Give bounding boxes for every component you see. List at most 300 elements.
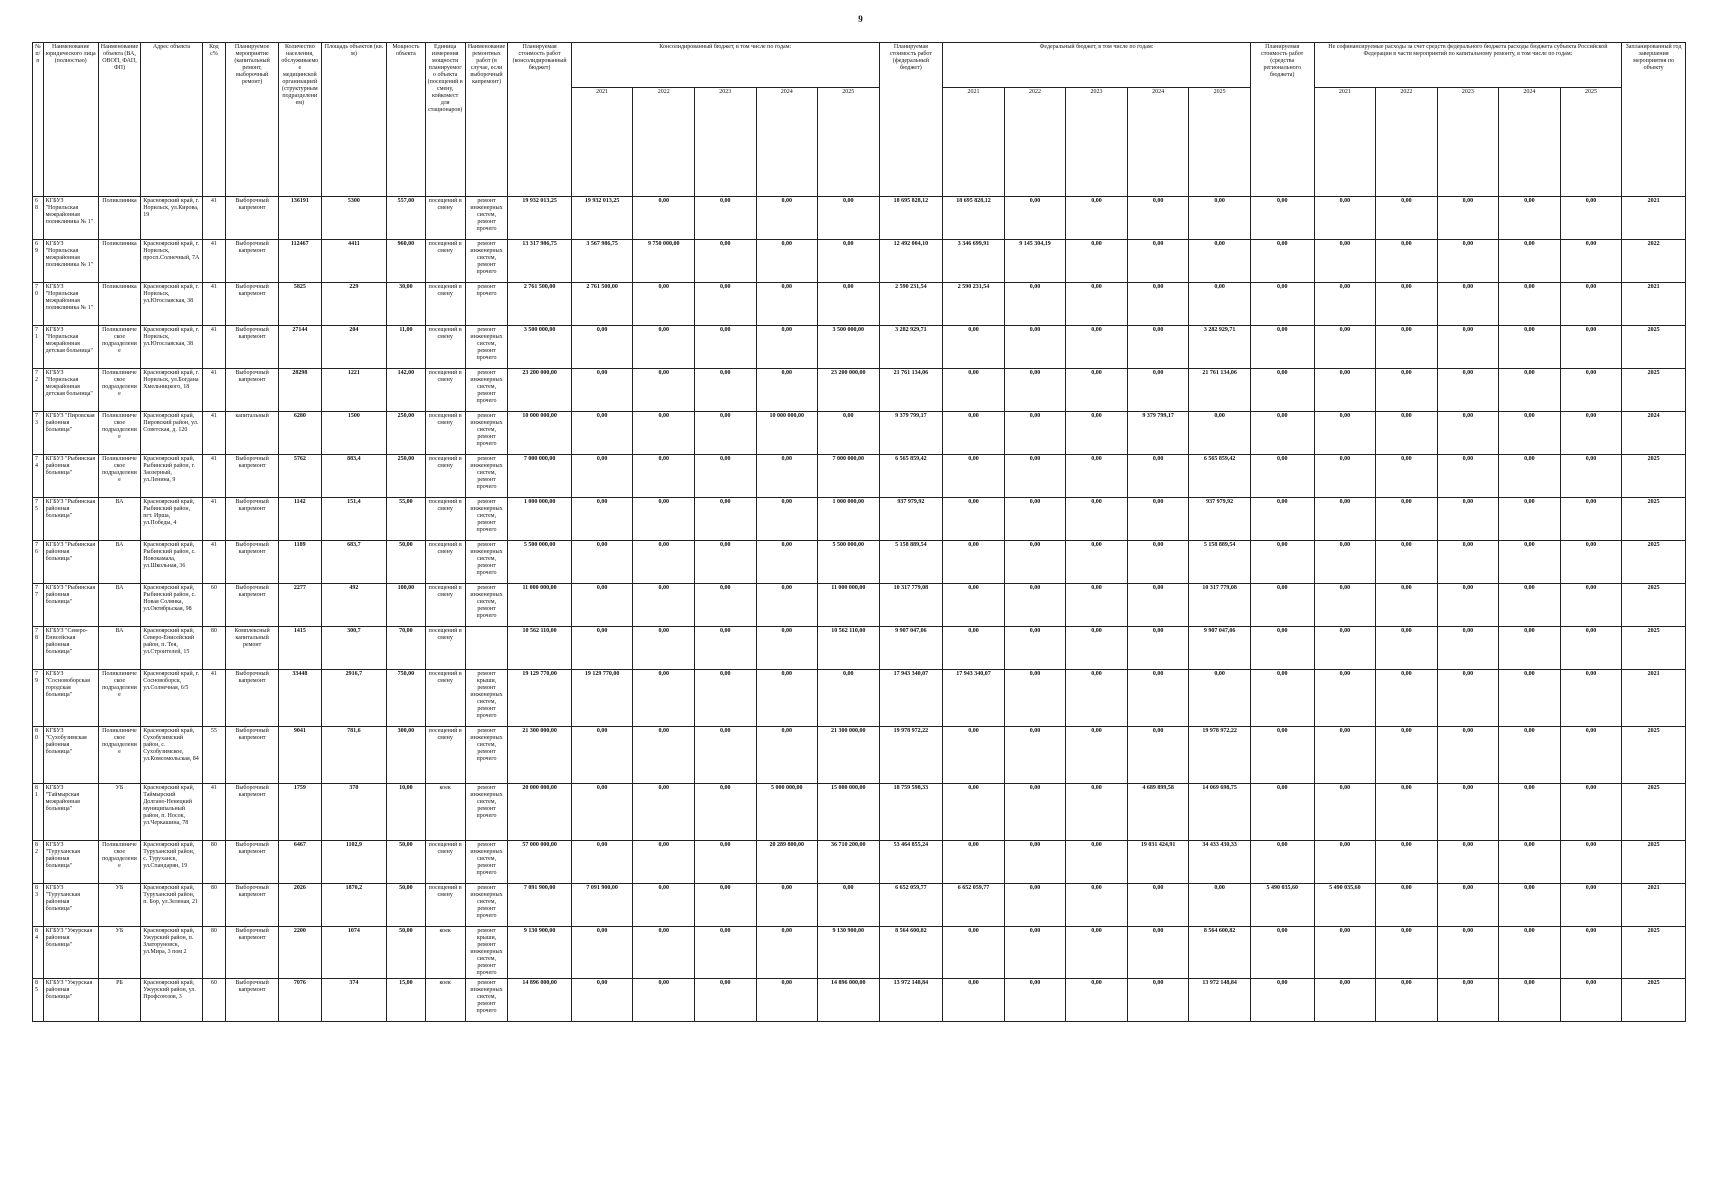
cell-federal-year: 0,00 bbox=[1189, 670, 1251, 727]
cell-type: ВА bbox=[98, 627, 140, 670]
cell-non-cofinanced-year: 0,00 bbox=[1499, 455, 1561, 498]
cell-non-cofinanced-year: 0,00 bbox=[1437, 240, 1499, 283]
table-row bbox=[33, 369, 1686, 412]
cell-consolidated-year: 0,00 bbox=[756, 884, 818, 927]
cell-address: Красноярский край, Ужурский район, ул. Профсоюзов, 3 bbox=[141, 979, 203, 1022]
cell-federal-year: 0,00 bbox=[1066, 197, 1128, 240]
cell-federal-year: 0,00 bbox=[943, 412, 1005, 455]
cell-consolidated-year: 0,00 bbox=[694, 455, 756, 498]
cell-type: Поликлиническое подразделение bbox=[98, 369, 140, 412]
cell-non-cofinanced-year: 0,00 bbox=[1499, 369, 1561, 412]
cell-consolidated-year: 0,00 bbox=[694, 326, 756, 369]
cell-consolidated-year: 0,00 bbox=[633, 927, 695, 979]
cell-event: Выборочный капремонт bbox=[226, 369, 279, 412]
cell-consolidated-year: 0,00 bbox=[571, 927, 633, 979]
cell-planned-cost: 7 091 900,00 bbox=[508, 884, 572, 927]
cell-federal-year: 0,00 bbox=[1189, 197, 1251, 240]
cell-federal-year: 0,00 bbox=[1127, 541, 1189, 584]
cell-type: Поликлиника bbox=[98, 240, 140, 283]
cell-federal-year: 0,00 bbox=[1127, 369, 1189, 412]
cell-federal-year: 0,00 bbox=[943, 727, 1005, 784]
cell-event: Выборочный капремонт bbox=[226, 326, 279, 369]
cell-completion-year: 2025 bbox=[1622, 627, 1686, 670]
cell-non-cofinanced-year: 0,00 bbox=[1499, 498, 1561, 541]
header-year: 2022 bbox=[1376, 88, 1438, 197]
cell-non-cofinanced-year: 0,00 bbox=[1376, 240, 1438, 283]
cell-unit: посещений в смену bbox=[425, 727, 465, 784]
cell-event: Выборочный капремонт bbox=[226, 584, 279, 627]
cell-non-cofinanced-year: 0,00 bbox=[1560, 979, 1622, 1022]
cell-event: Выборочный капремонт bbox=[226, 727, 279, 784]
header-address: Адрес объекта bbox=[141, 43, 203, 197]
cell-org: КГБУЗ "Рыбинская районная больница" bbox=[43, 541, 98, 584]
cell-unit: посещений в смену bbox=[425, 498, 465, 541]
cell-federal-year: 6 565 859,42 bbox=[1189, 455, 1251, 498]
cell-num: 76 bbox=[33, 541, 44, 584]
cell-non-cofinanced-year: 0,00 bbox=[1437, 841, 1499, 884]
table-row bbox=[33, 412, 1686, 455]
cell-federal-year: 0,00 bbox=[1066, 727, 1128, 784]
table-row bbox=[33, 326, 1686, 369]
cell-planned-cost-regional: 0,00 bbox=[1250, 627, 1314, 670]
cell-consolidated-year: 5 000 000,00 bbox=[756, 784, 818, 841]
cell-planned-cost-federal: 19 978 972,22 bbox=[879, 727, 943, 784]
cell-non-cofinanced-year: 0,00 bbox=[1376, 841, 1438, 884]
cell-event: Выборочный капремонт bbox=[226, 670, 279, 727]
header-capacity: Мощность объекта bbox=[387, 43, 425, 197]
cell-federal-year: 3 346 699,91 bbox=[943, 240, 1005, 283]
cell-org: КГБУЗ "Норильская межрайонная детская больница" bbox=[43, 326, 98, 369]
cell-area: 781,6 bbox=[321, 727, 387, 784]
cell-type: Поликлиника bbox=[98, 283, 140, 326]
cell-consolidated-year: 0,00 bbox=[571, 727, 633, 784]
cell-non-cofinanced-year: 0,00 bbox=[1376, 541, 1438, 584]
cell-code: 41 bbox=[202, 197, 225, 240]
cell-non-cofinanced-year: 0,00 bbox=[1499, 841, 1561, 884]
cell-works: ремонт инженерных систем, ремонт прочего bbox=[465, 326, 507, 369]
cell-non-cofinanced-year: 0,00 bbox=[1376, 498, 1438, 541]
cell-population: 5825 bbox=[279, 283, 321, 326]
cell-federal-year: 0,00 bbox=[1127, 283, 1189, 326]
cell-completion-year: 2025 bbox=[1622, 979, 1686, 1022]
header-code: Код с% bbox=[202, 43, 225, 197]
cell-federal-year: 0,00 bbox=[1004, 326, 1066, 369]
cell-planned-cost-regional: 0,00 bbox=[1250, 784, 1314, 841]
cell-federal-year: 0,00 bbox=[1127, 455, 1189, 498]
cell-planned-cost-regional: 0,00 bbox=[1250, 240, 1314, 283]
cell-num: 72 bbox=[33, 369, 44, 412]
cell-non-cofinanced-year: 0,00 bbox=[1499, 927, 1561, 979]
cell-type: РБ bbox=[98, 979, 140, 1022]
cell-consolidated-year: 7 000 000,00 bbox=[818, 455, 880, 498]
cell-works: ремонт инженерных систем, ремонт прочего bbox=[465, 841, 507, 884]
cell-population: 2200 bbox=[279, 927, 321, 979]
cell-completion-year: 2025 bbox=[1622, 584, 1686, 627]
cell-consolidated-year: 15 000 000,00 bbox=[818, 784, 880, 841]
cell-consolidated-year: 0,00 bbox=[756, 627, 818, 670]
cell-num: 77 bbox=[33, 584, 44, 627]
cell-org: КГБУЗ "Ужурская районная больница" bbox=[43, 927, 98, 979]
cell-area: 204 bbox=[321, 326, 387, 369]
cell-type: ВА bbox=[98, 541, 140, 584]
cell-planned-cost-regional: 0,00 bbox=[1250, 197, 1314, 240]
cell-consolidated-year: 7 091 900,00 bbox=[571, 884, 633, 927]
cell-type: Поликлиническое подразделение bbox=[98, 326, 140, 369]
cell-address: Красноярский край, Рыбинский район, с. Новокамала, ул.Школьная, 36 bbox=[141, 541, 203, 584]
cell-federal-year: 0,00 bbox=[1066, 627, 1128, 670]
cell-federal-year: 21 761 134,06 bbox=[1189, 369, 1251, 412]
cell-org: КГБУЗ "Ужурская районная больница" bbox=[43, 979, 98, 1022]
cell-planned-cost: 7 000 000,00 bbox=[508, 455, 572, 498]
cell-address: Красноярский край, г. Норильск, ул.Югославская, 38 bbox=[141, 283, 203, 326]
cell-works: ремонт инженерных систем, ремонт прочего bbox=[465, 884, 507, 927]
cell-consolidated-year: 0,00 bbox=[694, 584, 756, 627]
cell-consolidated-year: 10 562 110,00 bbox=[818, 627, 880, 670]
cell-org: КГБУЗ "Сухобузимская районная больница" bbox=[43, 727, 98, 784]
cell-consolidated-year: 0,00 bbox=[756, 197, 818, 240]
cell-planned-cost: 10 000 000,00 bbox=[508, 412, 572, 455]
cell-unit: коек bbox=[425, 784, 465, 841]
cell-federal-year: 0,00 bbox=[943, 979, 1005, 1022]
cell-planned-cost-federal: 6 652 059,77 bbox=[879, 884, 943, 927]
cell-planned-cost-federal: 6 565 859,42 bbox=[879, 455, 943, 498]
cell-area: 151,4 bbox=[321, 498, 387, 541]
cell-num: 74 bbox=[33, 455, 44, 498]
table-row bbox=[33, 627, 1686, 670]
cell-code: 80 bbox=[202, 841, 225, 884]
cell-org: КГБУЗ "Сосновоборская городская больница" bbox=[43, 670, 98, 727]
cell-federal-year: 0,00 bbox=[943, 927, 1005, 979]
cell-org: КГБУЗ "Рыбинская районная больница" bbox=[43, 455, 98, 498]
cell-completion-year: 2021 bbox=[1622, 283, 1686, 326]
cell-org: КГБУЗ "Рыбинская районная больница" bbox=[43, 584, 98, 627]
cell-consolidated-year: 0,00 bbox=[756, 455, 818, 498]
cell-event: Выборочный капремонт bbox=[226, 498, 279, 541]
cell-federal-year: 9 907 047,06 bbox=[1189, 627, 1251, 670]
cell-consolidated-year: 0,00 bbox=[694, 627, 756, 670]
cell-non-cofinanced-year: 0,00 bbox=[1376, 412, 1438, 455]
cell-consolidated-year: 11 000 000,00 bbox=[818, 584, 880, 627]
cell-consolidated-year: 23 200 000,00 bbox=[818, 369, 880, 412]
cell-planned-cost-federal: 12 492 004,10 bbox=[879, 240, 943, 283]
table-row bbox=[33, 841, 1686, 884]
cell-federal-year: 0,00 bbox=[1004, 784, 1066, 841]
cell-area: 1221 bbox=[321, 369, 387, 412]
cell-consolidated-year: 0,00 bbox=[571, 627, 633, 670]
cell-consolidated-year: 0,00 bbox=[633, 369, 695, 412]
cell-address: Красноярский край, Туруханский район, с. Туруханск, ул.Спандарян, 19 bbox=[141, 841, 203, 884]
cell-completion-year: 2024 bbox=[1622, 412, 1686, 455]
cell-non-cofinanced-year: 0,00 bbox=[1437, 197, 1499, 240]
cell-consolidated-year: 10 000 000,00 bbox=[756, 412, 818, 455]
cell-consolidated-year: 0,00 bbox=[571, 541, 633, 584]
cell-federal-year: 0,00 bbox=[1066, 498, 1128, 541]
cell-federal-year: 13 972 148,84 bbox=[1189, 979, 1251, 1022]
cell-area: 2916,7 bbox=[321, 670, 387, 727]
cell-consolidated-year: 0,00 bbox=[756, 541, 818, 584]
cell-consolidated-year: 0,00 bbox=[818, 412, 880, 455]
cell-works: ремонт инженерных систем, ремонт прочего bbox=[465, 541, 507, 584]
header-federal: Федеральный бюджет, в том числе по годам: bbox=[943, 43, 1251, 88]
cell-federal-year: 0,00 bbox=[1004, 727, 1066, 784]
cell-non-cofinanced-year: 0,00 bbox=[1499, 670, 1561, 727]
cell-federal-year: 0,00 bbox=[1189, 412, 1251, 455]
cell-non-cofinanced-year: 0,00 bbox=[1437, 784, 1499, 841]
cell-completion-year: 2025 bbox=[1622, 927, 1686, 979]
cell-capacity: 70,00 bbox=[387, 627, 425, 670]
cell-planned-cost-regional: 0,00 bbox=[1250, 541, 1314, 584]
cell-address: Красноярский край, г. Норильск, ул.Кирова, 19 bbox=[141, 197, 203, 240]
cell-capacity: 55,00 bbox=[387, 498, 425, 541]
cell-consolidated-year: 0,00 bbox=[756, 727, 818, 784]
cell-address: Красноярский край, Пировский район, ул. Советская, д. 120 bbox=[141, 412, 203, 455]
cell-planned-cost: 13 317 986,75 bbox=[508, 240, 572, 283]
cell-planned-cost: 23 200 000,00 bbox=[508, 369, 572, 412]
cell-planned-cost-federal: 10 317 779,08 bbox=[879, 584, 943, 627]
cell-consolidated-year: 0,00 bbox=[694, 412, 756, 455]
cell-consolidated-year: 0,00 bbox=[633, 455, 695, 498]
cell-non-cofinanced-year: 0,00 bbox=[1499, 326, 1561, 369]
cell-event: Выборочный капремонт bbox=[226, 541, 279, 584]
header-year: 2024 bbox=[1127, 88, 1189, 197]
cell-non-cofinanced-year: 0,00 bbox=[1560, 927, 1622, 979]
cell-completion-year: 2025 bbox=[1622, 784, 1686, 841]
cell-unit: посещений в смену bbox=[425, 197, 465, 240]
cell-consolidated-year: 0,00 bbox=[571, 455, 633, 498]
header-year: 2022 bbox=[1004, 88, 1066, 197]
cell-federal-year: 0,00 bbox=[943, 498, 1005, 541]
cell-federal-year: 0,00 bbox=[1066, 670, 1128, 727]
cell-federal-year: 0,00 bbox=[943, 326, 1005, 369]
cell-type: УБ bbox=[98, 927, 140, 979]
header-year: 2021 bbox=[943, 88, 1005, 197]
cell-completion-year: 2021 bbox=[1622, 670, 1686, 727]
cell-population: 28298 bbox=[279, 369, 321, 412]
cell-capacity: 50,00 bbox=[387, 884, 425, 927]
cell-federal-year: 0,00 bbox=[943, 541, 1005, 584]
cell-type: ВА bbox=[98, 584, 140, 627]
cell-num: 85 bbox=[33, 979, 44, 1022]
cell-consolidated-year: 0,00 bbox=[633, 412, 695, 455]
cell-planned-cost-regional: 0,00 bbox=[1250, 455, 1314, 498]
cell-event: Выборочный капремонт bbox=[226, 841, 279, 884]
cell-federal-year: 0,00 bbox=[1004, 841, 1066, 884]
cell-non-cofinanced-year: 0,00 bbox=[1314, 498, 1376, 541]
table-row bbox=[33, 979, 1686, 1022]
cell-capacity: 300,00 bbox=[387, 727, 425, 784]
cell-planned-cost: 19 932 013,25 bbox=[508, 197, 572, 240]
cell-planned-cost: 10 562 110,00 bbox=[508, 627, 572, 670]
cell-consolidated-year: 0,00 bbox=[633, 979, 695, 1022]
cell-consolidated-year: 0,00 bbox=[694, 541, 756, 584]
cell-population: 1142 bbox=[279, 498, 321, 541]
cell-completion-year: 2025 bbox=[1622, 841, 1686, 884]
cell-org: КГБУЗ "Норильская межрайонная поликлиника № 1" bbox=[43, 240, 98, 283]
cell-planned-cost: 11 000 000,00 bbox=[508, 584, 572, 627]
cell-non-cofinanced-year: 0,00 bbox=[1560, 541, 1622, 584]
cell-planned-cost-regional: 0,00 bbox=[1250, 498, 1314, 541]
cell-capacity: 50,00 bbox=[387, 541, 425, 584]
cell-consolidated-year: 0,00 bbox=[571, 784, 633, 841]
cell-code: 41 bbox=[202, 455, 225, 498]
cell-consolidated-year: 0,00 bbox=[571, 841, 633, 884]
cell-consolidated-year: 0,00 bbox=[756, 979, 818, 1022]
cell-federal-year: 34 433 430,33 bbox=[1189, 841, 1251, 884]
header-year: 2025 bbox=[1560, 88, 1622, 197]
cell-consolidated-year: 0,00 bbox=[818, 197, 880, 240]
cell-federal-year: 19 031 424,91 bbox=[1127, 841, 1189, 884]
cell-event: Выборочный капремонт bbox=[226, 283, 279, 326]
cell-capacity: 30,00 bbox=[387, 283, 425, 326]
header-org: Наименование юридического лица (полностью) bbox=[43, 43, 98, 197]
cell-federal-year: 0,00 bbox=[1004, 369, 1066, 412]
cell-population: 112467 bbox=[279, 240, 321, 283]
cell-type: ВА bbox=[98, 498, 140, 541]
cell-consolidated-year: 0,00 bbox=[694, 784, 756, 841]
cell-population: 6467 bbox=[279, 841, 321, 884]
cell-area: 374 bbox=[321, 979, 387, 1022]
cell-code: 41 bbox=[202, 412, 225, 455]
cell-federal-year: 0,00 bbox=[1066, 541, 1128, 584]
header-year: 2023 bbox=[1066, 88, 1128, 197]
cell-non-cofinanced-year: 0,00 bbox=[1560, 670, 1622, 727]
cell-consolidated-year: 0,00 bbox=[633, 627, 695, 670]
cell-completion-year: 2022 bbox=[1622, 240, 1686, 283]
cell-planned-cost-regional: 0,00 bbox=[1250, 584, 1314, 627]
header-planned-cost-federal: Планируемая стоимость работ (федеральный бюджет) bbox=[879, 43, 943, 197]
cell-population: 1415 bbox=[279, 627, 321, 670]
cell-planned-cost: 14 896 000,00 bbox=[508, 979, 572, 1022]
cell-federal-year: 0,00 bbox=[1066, 369, 1128, 412]
cell-non-cofinanced-year: 0,00 bbox=[1437, 884, 1499, 927]
cell-works: ремонт инженерных систем, ремонт прочего bbox=[465, 455, 507, 498]
header-year: 2021 bbox=[571, 88, 633, 197]
cell-num: 83 bbox=[33, 884, 44, 927]
table-body bbox=[33, 197, 1686, 1022]
cell-area: 1870,2 bbox=[321, 884, 387, 927]
header-year: 2023 bbox=[694, 88, 756, 197]
cell-federal-year: 0,00 bbox=[1127, 979, 1189, 1022]
cell-non-cofinanced-year: 0,00 bbox=[1376, 369, 1438, 412]
cell-consolidated-year: 0,00 bbox=[633, 541, 695, 584]
cell-type: Поликлиническое подразделение bbox=[98, 670, 140, 727]
cell-consolidated-year: 0,00 bbox=[633, 884, 695, 927]
cell-event: Выборочный капремонт bbox=[226, 455, 279, 498]
cell-event: Выборочный капремонт bbox=[226, 979, 279, 1022]
cell-federal-year: 0,00 bbox=[1004, 884, 1066, 927]
cell-consolidated-year: 0,00 bbox=[571, 412, 633, 455]
cell-non-cofinanced-year: 0,00 bbox=[1499, 727, 1561, 784]
cell-consolidated-year: 0,00 bbox=[694, 884, 756, 927]
cell-federal-year: 8 564 600,82 bbox=[1189, 927, 1251, 979]
cell-planned-cost: 5 500 000,00 bbox=[508, 541, 572, 584]
cell-planned-cost-regional: 0,00 bbox=[1250, 412, 1314, 455]
cell-non-cofinanced-year: 0,00 bbox=[1499, 627, 1561, 670]
cell-consolidated-year: 9 130 900,00 bbox=[818, 927, 880, 979]
cell-planned-cost-federal: 53 464 855,24 bbox=[879, 841, 943, 884]
cell-population: 7076 bbox=[279, 979, 321, 1022]
cell-consolidated-year: 3 500 000,00 bbox=[818, 326, 880, 369]
cell-unit: посещений в смену bbox=[425, 240, 465, 283]
cell-planned-cost-regional: 0,00 bbox=[1250, 283, 1314, 326]
header-num: № п/п bbox=[33, 43, 44, 197]
cell-unit: посещений в смену bbox=[425, 627, 465, 670]
cell-capacity: 50,00 bbox=[387, 927, 425, 979]
cell-num: 73 bbox=[33, 412, 44, 455]
cell-planned-cost: 9 130 900,00 bbox=[508, 927, 572, 979]
header-planned-cost-regional: Планируемая стоимость работ (средства регионального бюджета) bbox=[1250, 43, 1314, 197]
cell-code: 41 bbox=[202, 240, 225, 283]
cell-consolidated-year: 0,00 bbox=[756, 584, 818, 627]
cell-non-cofinanced-year: 0,00 bbox=[1499, 541, 1561, 584]
table-row bbox=[33, 884, 1686, 927]
cell-population: 9041 bbox=[279, 727, 321, 784]
cell-non-cofinanced-year: 0,00 bbox=[1376, 670, 1438, 727]
cell-consolidated-year: 0,00 bbox=[756, 326, 818, 369]
cell-address: Красноярский край, г. Сосновоборск, ул.Солнечная, 6/5 bbox=[141, 670, 203, 727]
cell-unit: посещений в смену bbox=[425, 412, 465, 455]
cell-non-cofinanced-year: 0,00 bbox=[1437, 455, 1499, 498]
table-row bbox=[33, 240, 1686, 283]
header-year: 2024 bbox=[1499, 88, 1561, 197]
cell-federal-year: 0,00 bbox=[1066, 927, 1128, 979]
cell-consolidated-year: 0,00 bbox=[571, 498, 633, 541]
cell-planned-cost: 3 500 000,00 bbox=[508, 326, 572, 369]
cell-area: 5300 bbox=[321, 197, 387, 240]
cell-non-cofinanced-year: 0,00 bbox=[1437, 283, 1499, 326]
header-event: Планируемое мероприятие (капитальный ремонт, выборочный ремонт) bbox=[226, 43, 279, 197]
cell-consolidated-year: 21 300 000,00 bbox=[818, 727, 880, 784]
cell-num: 84 bbox=[33, 927, 44, 979]
cell-planned-cost-federal: 3 282 929,71 bbox=[879, 326, 943, 369]
cell-capacity: 142,00 bbox=[387, 369, 425, 412]
cell-planned-cost: 2 761 500,00 bbox=[508, 283, 572, 326]
cell-federal-year: 0,00 bbox=[1189, 240, 1251, 283]
cell-federal-year: 0,00 bbox=[1004, 979, 1066, 1022]
header-area: Площадь объектов (кв. м) bbox=[321, 43, 387, 197]
cell-federal-year: 19 978 972,22 bbox=[1189, 727, 1251, 784]
cell-consolidated-year: 14 896 000,00 bbox=[818, 979, 880, 1022]
cell-non-cofinanced-year: 0,00 bbox=[1376, 627, 1438, 670]
cell-consolidated-year: 0,00 bbox=[571, 369, 633, 412]
cell-non-cofinanced-year: 0,00 bbox=[1560, 627, 1622, 670]
cell-works: ремонт инженерных систем, ремонт прочего bbox=[465, 979, 507, 1022]
table-row bbox=[33, 498, 1686, 541]
cell-federal-year: 0,00 bbox=[1127, 884, 1189, 927]
cell-event: Выборочный капремонт bbox=[226, 784, 279, 841]
cell-consolidated-year: 0,00 bbox=[818, 670, 880, 727]
cell-org: КГБУЗ "Туруханская районная больница" bbox=[43, 841, 98, 884]
cell-area: 492 bbox=[321, 584, 387, 627]
cell-federal-year: 0,00 bbox=[1066, 326, 1128, 369]
cell-unit: посещений в смену bbox=[425, 584, 465, 627]
cell-works: ремонт крыши, ремонт инженерных систем, ремонт прочего bbox=[465, 927, 507, 979]
cell-planned-cost-regional: 0,00 bbox=[1250, 841, 1314, 884]
cell-address: Красноярский край, г. Норильск, ул.Богдана Хмельницкого, 18 bbox=[141, 369, 203, 412]
cell-consolidated-year: 0,00 bbox=[633, 197, 695, 240]
cell-unit: посещений в смену bbox=[425, 283, 465, 326]
header-year: 2025 bbox=[818, 88, 880, 197]
cell-consolidated-year: 0,00 bbox=[633, 841, 695, 884]
cell-non-cofinanced-year: 0,00 bbox=[1560, 240, 1622, 283]
cell-non-cofinanced-year: 0,00 bbox=[1376, 455, 1438, 498]
cell-capacity: 11,00 bbox=[387, 326, 425, 369]
cell-num: 68 bbox=[33, 197, 44, 240]
table-row bbox=[33, 670, 1686, 727]
cell-org: КГБУЗ "Пировская районная больница" bbox=[43, 412, 98, 455]
cell-population: 1189 bbox=[279, 541, 321, 584]
cell-non-cofinanced-year: 0,00 bbox=[1314, 979, 1376, 1022]
